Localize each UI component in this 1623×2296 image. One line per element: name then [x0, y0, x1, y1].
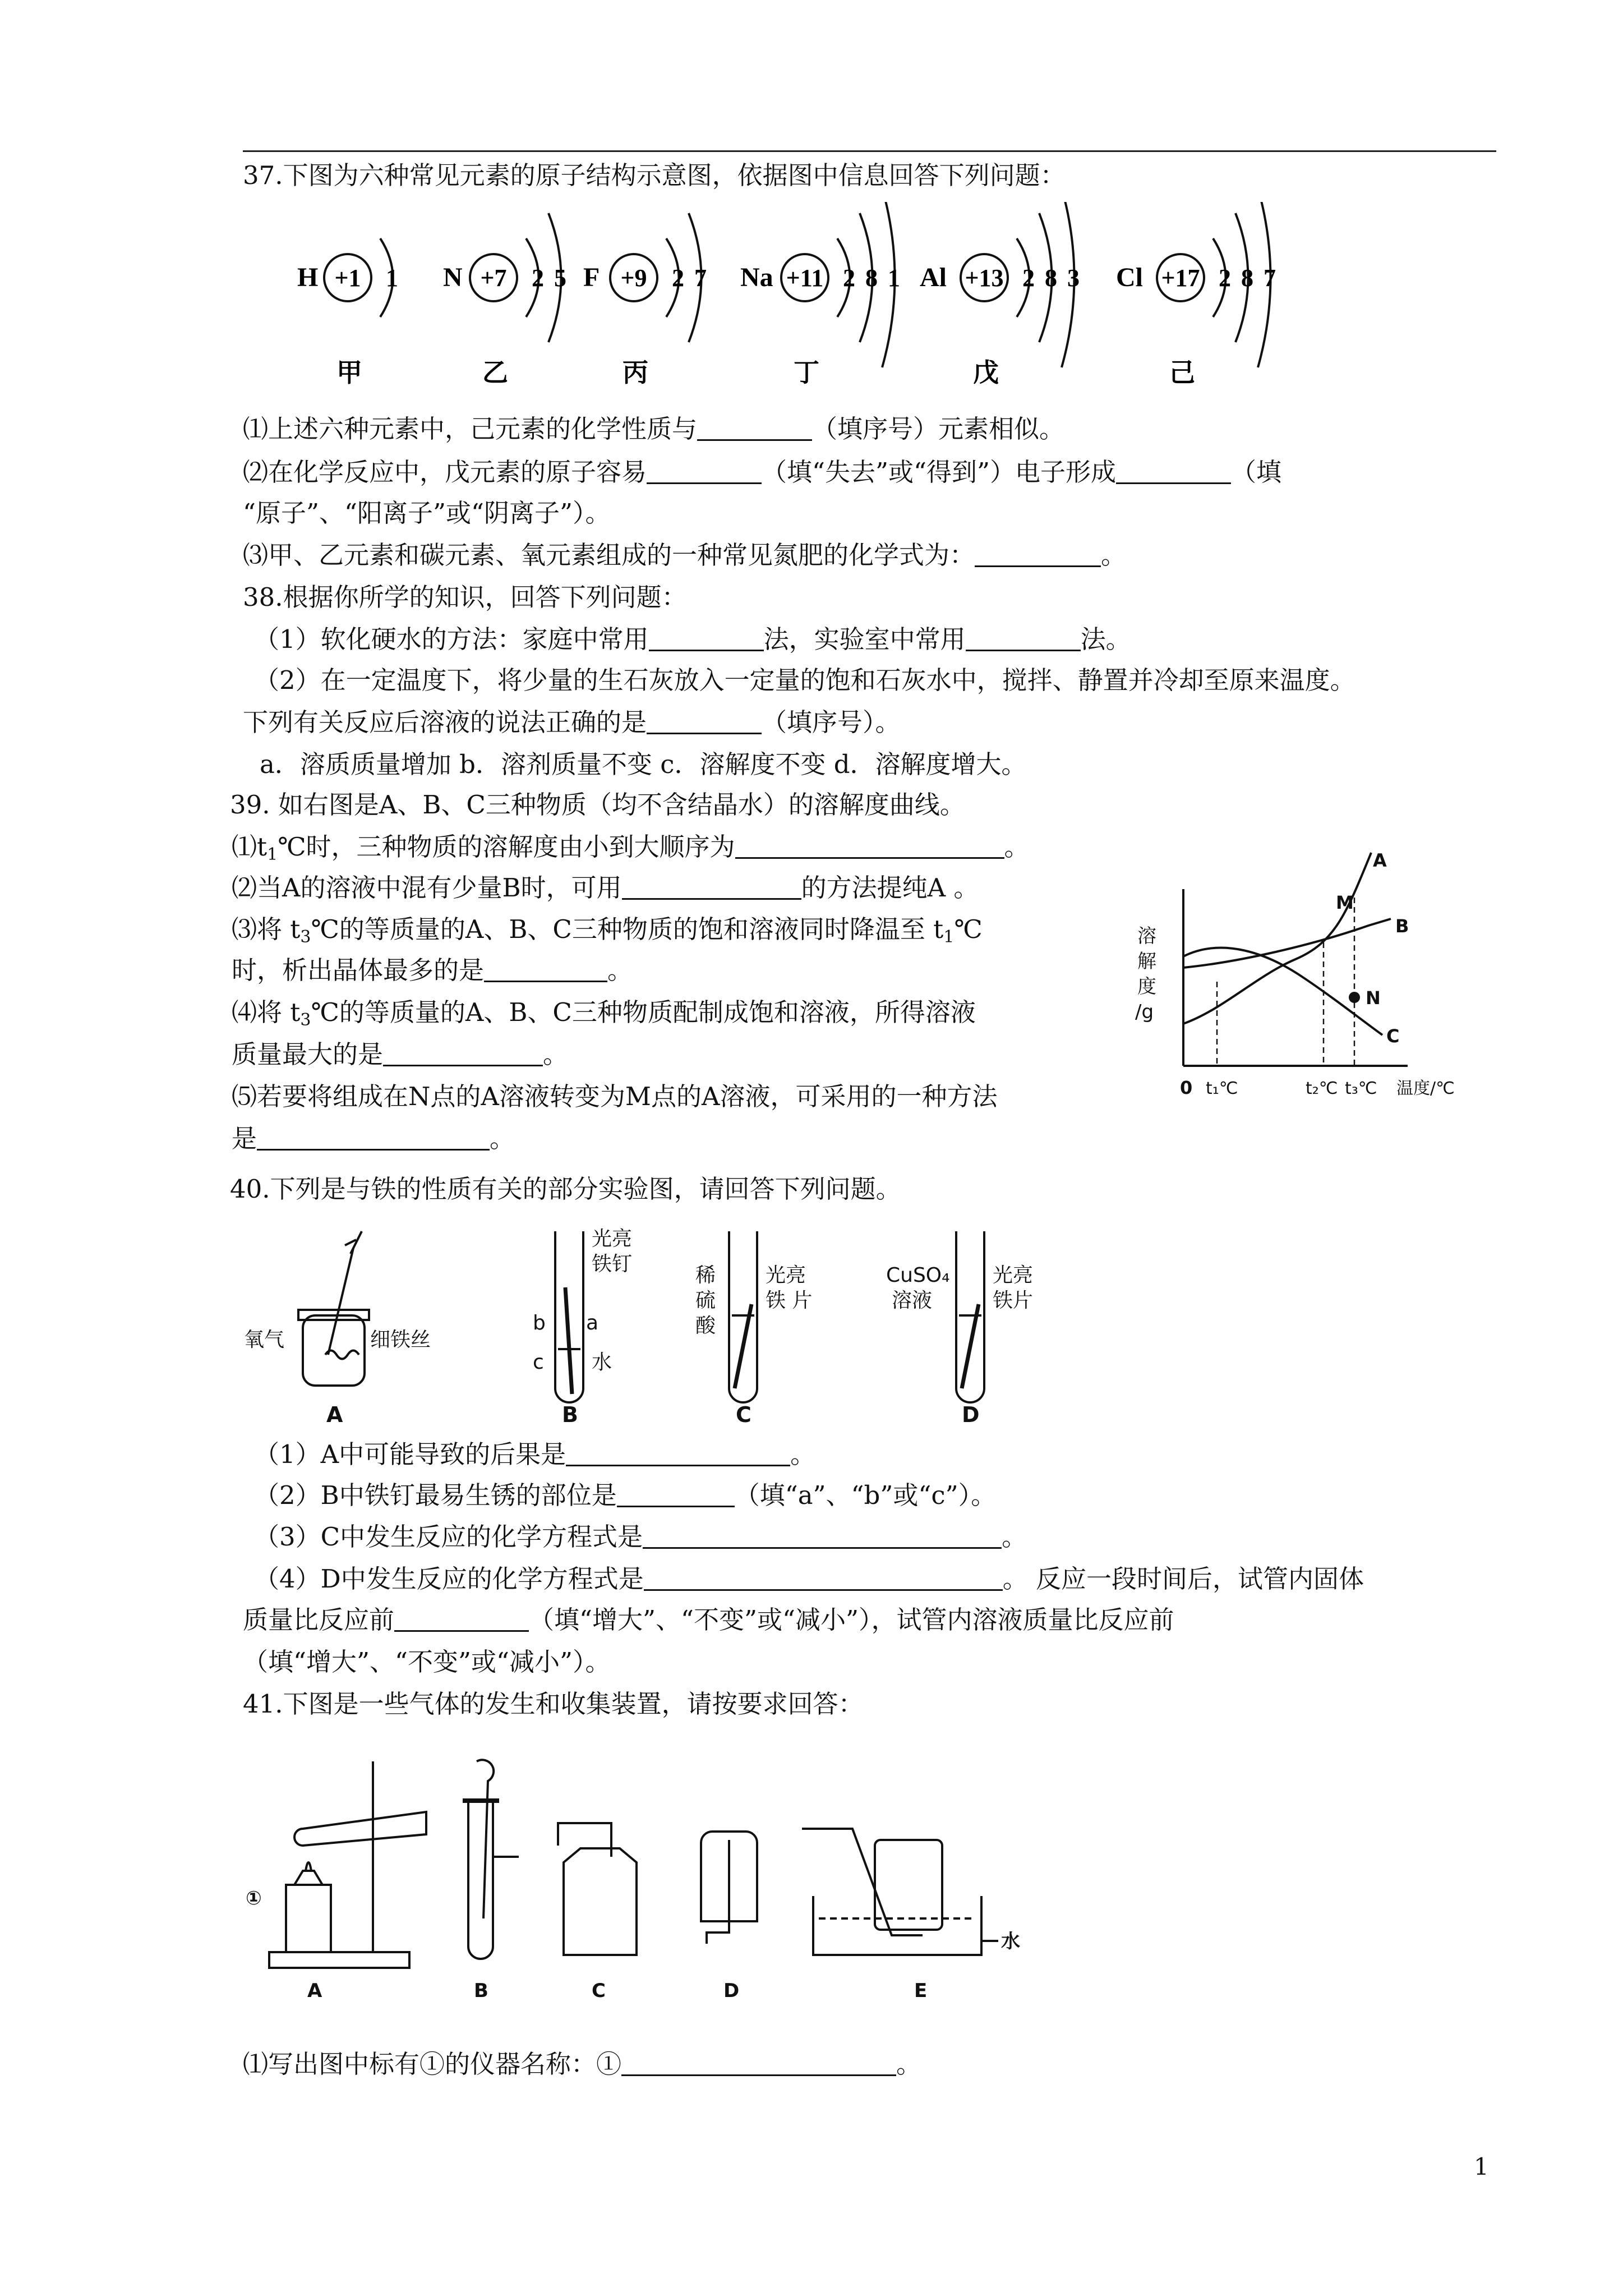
answer-blank[interactable] — [484, 956, 607, 982]
point-N — [1349, 992, 1360, 1003]
atom-name-label: 丙 — [623, 358, 648, 387]
atom-name-label: 乙 — [482, 358, 508, 387]
alcohol-lamp — [286, 1885, 331, 1952]
svg-text:C: C — [592, 1980, 606, 2002]
shell-electron-count: 8 — [865, 264, 878, 292]
curve-B — [1183, 919, 1391, 968]
q38-part1: （1）软化硬水的方法：家庭中常用 法，实验室中常用 法。 — [254, 624, 1131, 654]
q39-part4-cont: 质量最大的是 。 — [232, 1039, 569, 1069]
q41-stem: 41.下图是一些气体的发生和收集装置，请按要求回答： — [243, 1689, 864, 1719]
gas-bottle-C — [564, 1848, 637, 1955]
element-symbol: H — [297, 263, 319, 292]
svg-text:光亮: 光亮 — [766, 1264, 806, 1287]
answer-blank[interactable] — [394, 1605, 529, 1632]
svg-text:铁 片: 铁 片 — [766, 1289, 813, 1312]
q37-part2: ⑵在化学反应中，戊元素的原子容易 （填“失去”或“得到”）电子形成 （填 — [243, 457, 1282, 487]
stand-base — [269, 1952, 409, 1968]
shell-electron-count: 8 — [1045, 264, 1057, 292]
answer-blank[interactable] — [644, 1565, 1003, 1591]
atom-cl — [1116, 202, 1276, 387]
q40-part4: （4）D中发生反应的化学方程式是 。 反应一段时间后，试管内固体 — [254, 1564, 1364, 1594]
page-number: 1 — [1474, 2153, 1489, 2180]
q39-part1: $⑴t_1℃$时，三种物质的溶解度由小到大顺序为 。 — [232, 832, 1030, 864]
shell-electron-count: 7 — [694, 264, 707, 292]
answer-blank[interactable] — [966, 625, 1081, 651]
svg-text:C: C — [736, 1402, 751, 1427]
q37-part3: ⑶甲、乙元素和碳元素、氧元素组成的一种常见氮肥的化学式为： 。 — [243, 540, 1127, 570]
element-symbol: Na — [740, 263, 773, 292]
svg-text:水: 水 — [592, 1351, 612, 1374]
iron-wire-holder — [328, 1231, 362, 1355]
origin-label: 0 — [1180, 1077, 1193, 1098]
svg-text:硫: 硫 — [695, 1289, 716, 1312]
svg-text:铁片: 铁片 — [993, 1289, 1034, 1312]
test-tube-C — [729, 1231, 757, 1402]
element-symbol: Al — [920, 263, 947, 292]
x-axis-label: 温度/℃ — [1396, 1079, 1455, 1098]
answer-blank[interactable] — [383, 1040, 543, 1066]
q37-stem: 37.下图为六种常见元素的原子结构示意图，依据图中信息回答下列问题： — [243, 160, 1066, 190]
element-symbol: N — [443, 263, 463, 292]
svg-text:B: B — [562, 1402, 578, 1427]
svg-text:稀: 稀 — [695, 1264, 716, 1287]
answer-blank[interactable] — [697, 415, 812, 441]
curve-label-C: C — [1386, 1025, 1400, 1047]
q37-part1: ⑴上述六种元素中，己元素的化学性质与 （填序号）元素相似。 — [243, 414, 1065, 444]
q39-part3-cont: 时，析出晶体最多的是 。 — [232, 955, 633, 985]
shell-electron-count: 3 — [1067, 264, 1080, 292]
svg-text:光亮: 光亮 — [993, 1264, 1034, 1287]
shell-electron-count: 1 — [386, 264, 398, 292]
curve-label-A: A — [1373, 850, 1387, 871]
nuclear-charge: +13 — [965, 264, 1004, 292]
element-symbol: Cl — [1116, 263, 1143, 292]
svg-text:D: D — [723, 1980, 740, 2002]
y-label-char: 解 — [1137, 950, 1156, 973]
curve-C — [1183, 948, 1382, 1035]
q39-part5-cont: 是 。 — [232, 1124, 515, 1153]
atom-name-label: 甲 — [336, 358, 362, 387]
q41-part1: ⑴写出图中标有①的仪器名称：① 。 — [243, 2049, 922, 2079]
q39-part3: ⑶将 $t_3℃$的等质量的A、B、C三种物质的饱和溶液同时降温至 $t_1℃$ — [232, 914, 983, 947]
element-symbol: F — [583, 263, 600, 292]
answer-blank[interactable] — [622, 873, 801, 900]
svg-text:A: A — [326, 1402, 343, 1427]
svg-text:c: c — [533, 1351, 544, 1374]
svg-text:A: A — [307, 1980, 322, 2002]
answer-blank[interactable] — [647, 708, 762, 734]
nuclear-charge: +11 — [786, 264, 824, 292]
shell-electron-count: 2 — [672, 264, 684, 292]
point-label-N: N — [1366, 987, 1381, 1009]
atom-n — [443, 213, 566, 387]
q39-part5: ⑸若要将组成在N点的A溶液转变为M点的A溶液，可采用的一种方法 — [232, 1082, 998, 1111]
iron-wire-coil — [325, 1351, 359, 1359]
shell-electron-count: 7 — [1264, 264, 1276, 292]
atom-structure-diagrams — [280, 202, 1318, 404]
atom-name-label: 戊 — [973, 358, 999, 387]
answer-blank[interactable] — [566, 1440, 790, 1466]
shell-electron-count: 1 — [888, 264, 900, 292]
curve-label-B: B — [1395, 915, 1409, 937]
point-label-M: M — [1336, 892, 1354, 913]
svg-text:CuSO₄: CuSO₄ — [886, 1264, 950, 1287]
svg-text:铁钉: 铁钉 — [592, 1253, 633, 1276]
y-label-char: /g — [1135, 1001, 1154, 1023]
svg-text:b: b — [533, 1312, 546, 1335]
atom-name-label: 己 — [1169, 358, 1195, 387]
funnel — [477, 1760, 494, 1918]
svg-text:酸: 酸 — [695, 1314, 716, 1337]
q39-stem: 39. 如右图是A、B、C三种物质（均不含结晶水）的溶解度曲线。 — [230, 790, 965, 820]
q40-stem: 40.下列是与铁的性质有关的部分实验图，请回答下列问题。 — [230, 1174, 901, 1204]
answer-blank[interactable] — [621, 2050, 896, 2076]
q38-part2: （2）在一定温度下，将少量的生石灰放入一定量的饱和石灰水中，搅拌、静置并冷却至原来温度。 — [254, 665, 1355, 695]
answer-blank[interactable] — [257, 1124, 490, 1151]
atom-na — [740, 202, 900, 387]
curve-A — [1183, 853, 1371, 1024]
q40-part3: （3）C中发生反应的化学方程式是 。 — [254, 1522, 1027, 1552]
water-trough — [813, 1896, 981, 1955]
shell-electron-count: 8 — [1241, 264, 1253, 292]
test-tube-D — [956, 1231, 984, 1402]
nuclear-charge: +9 — [620, 264, 647, 292]
tick-label: t₃℃ — [1345, 1079, 1377, 1098]
answer-blank[interactable] — [617, 1481, 735, 1507]
svg-text:溶液: 溶液 — [892, 1289, 933, 1312]
shell-electron-count: 2 — [1022, 264, 1035, 292]
svg-text:E: E — [914, 1980, 928, 2002]
gas-apparatus-figures — [241, 1750, 1094, 2008]
svg-text:光亮: 光亮 — [592, 1227, 633, 1250]
answer-blank[interactable] — [649, 625, 764, 651]
solubility-curve-figure — [1127, 841, 1486, 1111]
svg-text:氧气: 氧气 — [244, 1328, 285, 1351]
atom-name-label: 丁 — [794, 358, 819, 387]
q38-part2-cont: 下列有关反应后溶液的说法正确的是 （填序号）。 — [243, 707, 901, 737]
svg-text:①: ① — [246, 1887, 262, 1910]
q39-part2: ⑵当A的溶液中混有少量B时，可用 的方法提纯A 。 — [232, 873, 979, 903]
q40-part2: （2）B中铁钉最易生锈的部位是 （填“a”、“b”或“c”）。 — [254, 1480, 997, 1510]
tube-A — [294, 1812, 426, 1846]
q38-stem: 38.根据你所学的知识，回答下列问题： — [243, 582, 687, 612]
test-tube-B — [468, 1801, 493, 1959]
nuclear-charge: +17 — [1161, 264, 1200, 292]
svg-text:D: D — [962, 1402, 980, 1427]
atom-al — [920, 202, 1080, 387]
answer-blank[interactable] — [647, 458, 762, 484]
y-label-char: 溶 — [1137, 925, 1156, 947]
shell-electron-count: 5 — [554, 264, 566, 292]
header-rule — [243, 150, 1496, 152]
atom-h — [297, 238, 398, 387]
answer-blank[interactable] — [1116, 458, 1231, 484]
iron-experiment-figures — [241, 1220, 1082, 1433]
nuclear-charge: +1 — [334, 264, 361, 292]
nuclear-charge: +7 — [480, 264, 507, 292]
svg-text:a: a — [586, 1312, 599, 1335]
q40-part4-cont2: （填“增大”、“不变”或“减小”）。 — [243, 1647, 611, 1677]
shell-electron-count: 2 — [532, 264, 544, 292]
shell-electron-count: 2 — [843, 264, 855, 292]
q40-part4-cont: 质量比反应前 （填“增大”、“不变”或“减小”），试管内溶液质量比反应前 — [243, 1605, 1174, 1635]
q39-part4: ⑷将 $t_3℃$的等质量的A、B、C三种物质配制成饱和溶液，所得溶液 — [232, 997, 976, 1030]
atom-f — [583, 213, 707, 387]
q37-part2-cont: “原子”、“阳离子”或“阴离子”）。 — [243, 498, 611, 528]
answer-blank[interactable] — [975, 541, 1101, 567]
answer-blank[interactable] — [643, 1522, 1002, 1549]
y-label-char: 度 — [1137, 976, 1156, 998]
svg-text:B: B — [474, 1980, 488, 2002]
tick-label: t₂℃ — [1306, 1079, 1338, 1098]
svg-text:水: 水 — [1001, 1930, 1020, 1953]
svg-text:细铁丝: 细铁丝 — [370, 1328, 431, 1351]
answer-blank[interactable] — [735, 832, 1004, 859]
shell-electron-count: 2 — [1219, 264, 1231, 292]
q38-options: a．溶质质量增加 b．溶剂质量不变 c．溶解度不变 d．溶解度增大。 — [260, 749, 1027, 779]
tick-label: t₁℃ — [1206, 1079, 1238, 1098]
q40-part1: （1）A中可能导致的后果是 。 — [254, 1439, 816, 1469]
